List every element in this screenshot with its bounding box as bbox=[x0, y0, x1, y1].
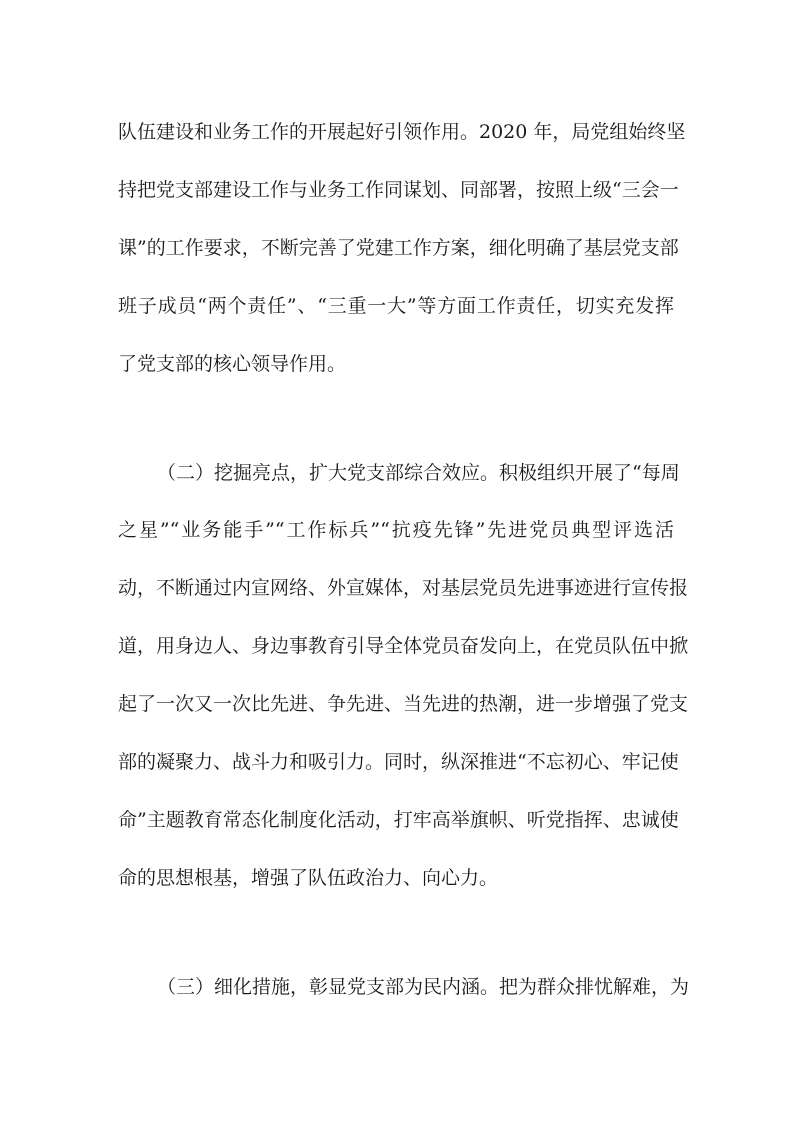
paragraph-3-line-1: （三）细化措施，彰显党支部为民内涵。把为群众排忧解难，为 bbox=[157, 976, 690, 998]
paragraph-2-line-3: 动，不断通过内宣网络、外宣媒体，对基层党员先进事迹进行宣传报 bbox=[118, 577, 689, 599]
paragraph-1-line-3: 课”的工作要求，不断完善了党建工作方案，细化明确了基层党支部 bbox=[118, 237, 679, 259]
paragraph-1-line-1: 队伍建设和业务工作的开展起好引领作用。2020 年，局党组始终坚 bbox=[118, 121, 686, 143]
paragraph-2-line-4: 道，用身边人、身边事教育引导全体党员奋发向上，在党员队伍中掀 bbox=[118, 635, 689, 657]
paragraph-1-line-4: 班子成员“两个责任”、“三重一大”等方面工作责任，切实充发挥 bbox=[118, 295, 674, 317]
paragraph-2-line-1: （二）挖掘亮点，扩大党支部综合效应。积极组织开展了“每周 bbox=[157, 462, 680, 484]
paragraph-2-line-7: 命”主题教育常态化制度化活动，打牢高举旗帜、听党指挥、忠诚使 bbox=[118, 809, 679, 831]
paragraph-2-line-5: 起了一次又一次比先进、争先进、当先进的热潮，进一步增强了党支 bbox=[118, 693, 689, 715]
paragraph-1-line-5: 了党支部的核心领导作用。 bbox=[118, 353, 347, 375]
paragraph-1-line-2: 持把党支部建设工作与业务工作同谋划、同部署，按照上级“三会一 bbox=[118, 179, 679, 201]
paragraph-2-line-8: 命的思想根基，增强了队伍政治力、向心力。 bbox=[118, 867, 499, 889]
paragraph-2-line-2: 之星”“业务能手”“工作标兵”“抗疫先锋”先进党员典型评选活 bbox=[118, 519, 674, 541]
paragraph-2-line-6: 部的凝聚力、战斗力和吸引力。同时，纵深推进“不忘初心、牢记使 bbox=[118, 751, 679, 773]
